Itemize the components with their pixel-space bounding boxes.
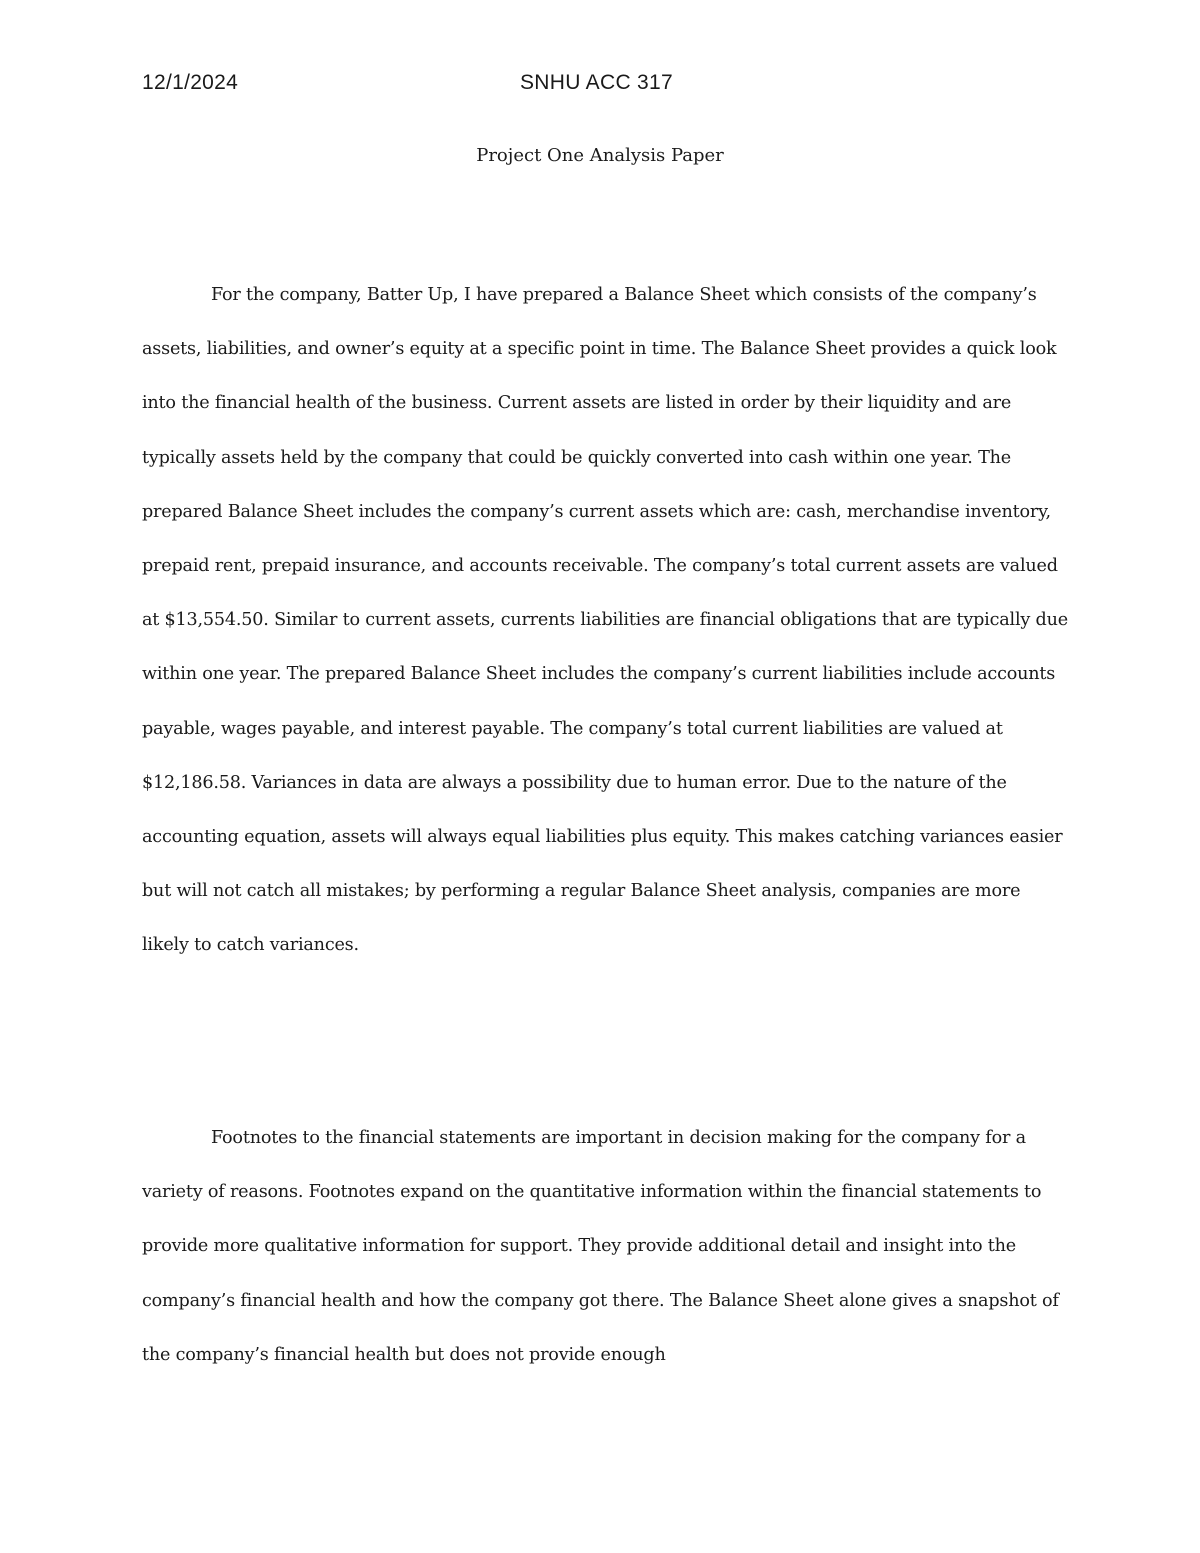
page-title: Project One Analysis Paper <box>476 145 724 166</box>
body-paragraph-balance-sheet: For the company, Batter Up, I have prepared a Balance Sheet which consists of the company’s assets, liabilities, and owner’s equity at a specific point in time. The Balance Sheet provides a quick look into the financial health of the business. Current assets are listed in order by their liquidity and are typically assets held by the company that could be quickly converted into cash within one year. The prepared Balance Sheet includes the company’s current assets which are: cash, merchandise inventory, prepaid rent, prepaid insurance, and accounts receivable. The company’s total current assets are valued at $13,554.50. Similar to current assets, currents liabilities are financial obligations that are typically due within one year. The prepared Balance Sheet includes the company’s current liabilities include accounts payable, wages payable, and interest payable. The company’s total current liabilities are valued at $12,186.58. Variances in data are always a possibility due to human error. Due to the nature of the accounting equation, assets will always equal liabilities plus equity. This makes catching variances easier but will not catch all mistakes; by performing a regular Balance Sheet analysis, companies are more likely to catch variances. <box>142 285 1068 956</box>
header-date: 12/1/2024 <box>142 71 239 94</box>
body-paragraph-footnotes: Footnotes to the financial statements are important in decision making for the company for a variety of reasons. Footnotes expand on the quantitative information within the financial statements to provide more qualitative information for support. They provide additional detail and insight into the company’s financial health and how the company got there. The Balance Sheet alone gives a snapshot of the company’s financial health but does not provide enough <box>142 1128 1059 1365</box>
header-course: SNHU ACC 317 <box>520 71 673 94</box>
